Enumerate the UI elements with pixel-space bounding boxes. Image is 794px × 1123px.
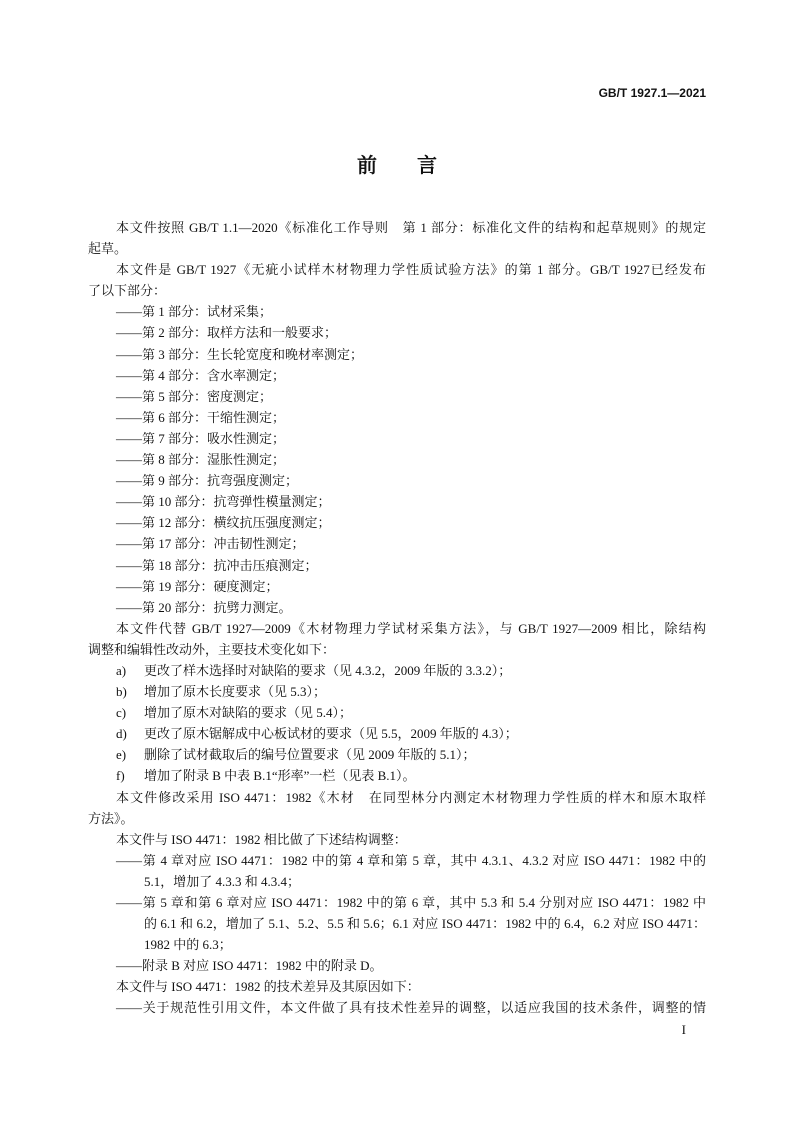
dash-list-item-line: ——第 2 部分：取样方法和一般要求； bbox=[116, 325, 338, 341]
dash-list-item-line: ——第 7 部分：吸水性测定； bbox=[116, 430, 286, 446]
dash-list-item-line: 的 6.1 和 6.2，增加了 5.1、5.2、5.5 和 5.6；6.1 对应 ISO 4471：1982 中的 6.4，6.2 对应 ISO 4471： bbox=[144, 916, 706, 932]
enum-list-item bbox=[88, 765, 706, 786]
enum-list-item-text: 增加了原木长度要求（见 5.3）； bbox=[144, 684, 327, 700]
enum-list-item-label: b) bbox=[116, 684, 127, 700]
dash-list-item-line: ——第 20 部分：抗劈力测定。 bbox=[116, 599, 292, 615]
enum-list-item bbox=[88, 744, 706, 765]
paragraph-line: 起草。 bbox=[88, 241, 128, 257]
dash-list-item-line: ——第 17 部分：冲击韧性测定； bbox=[116, 536, 305, 552]
dash-list-item-line: ——第 6 部分：干缩性测定； bbox=[116, 409, 286, 425]
dash-list-item-line: ——第 9 部分：抗弯强度测定； bbox=[116, 473, 299, 489]
paragraph-line: 方法》。 bbox=[88, 810, 134, 826]
dash-list-item-line: ——第 4 章对应 ISO 4471：1982 中的第 4 章和第 5 章，其中 4.3.1、4.3.2 对应 ISO 4471：1982 中的 bbox=[116, 852, 706, 868]
enum-list-item-text: 增加了附录 B 中表 B.1“形率”一栏（见表 B.1）。 bbox=[144, 768, 416, 784]
paragraph-line: 调整和编辑性改动外，主要技术变化如下： bbox=[88, 641, 336, 657]
dash-list-item-line: ——附录 B 对应 ISO 4471：1982 中的附录 D。 bbox=[116, 958, 383, 974]
dash-list-item-line: ——第 8 部分：湿胀性测定； bbox=[116, 452, 286, 468]
page-title: 前 言 bbox=[357, 153, 437, 177]
enum-list-item-label: a) bbox=[116, 662, 127, 678]
enum-list-item-text: 更改了样木选择时对缺陷的要求（见 4.3.2，2009 年版的 3.3.2）； bbox=[144, 662, 512, 678]
dash-list-item-line: ——第 4 部分：含水率测定； bbox=[116, 367, 286, 383]
dash-list-item-line: ——第 3 部分：生长轮宽度和晚材率测定； bbox=[116, 346, 364, 362]
enum-list-item-label: c) bbox=[116, 705, 127, 721]
dash-list-item-line: ——第 12 部分：横纹抗压强度测定； bbox=[116, 515, 331, 531]
dash-list-item-line: ——第 18 部分：抗冲击压痕测定； bbox=[116, 557, 318, 573]
dash-list-item-line: 5.1，增加了 4.3.3 和 4.3.4； bbox=[144, 873, 301, 889]
dash-list-item-line: ——关于规范性引用文件，本文件做了具有技术性差异的调整，以适应我国的技术条件，调整的情 bbox=[116, 1000, 706, 1016]
dash-list-item-line: ——第 10 部分：抗弯弹性模量测定； bbox=[116, 494, 331, 510]
enum-list-item-label: e) bbox=[116, 747, 127, 763]
dash-list-item-line: ——第 19 部分：硬度测定； bbox=[116, 578, 279, 594]
paragraph-line: 本文件修改采用 ISO 4471：1982《木材 在同型林分内测定木材物理力学性质的样木和原木取样 bbox=[116, 789, 706, 805]
document-body bbox=[88, 217, 706, 1019]
paragraph-line: 本文件与 ISO 4471：1982 相比做了下述结构调整： bbox=[116, 831, 407, 847]
enum-list-item-label: d) bbox=[116, 726, 127, 742]
dash-list-item-line: ——第 1 部分：试材采集； bbox=[116, 304, 273, 320]
dash-list-item-line: 1982 中的 6.3； bbox=[144, 937, 232, 953]
paragraph-line: 本文件按照 GB/T 1.1—2020《标准化工作导则 第 1 部分：标准化文件的结构和起草规则》的规定 bbox=[116, 220, 706, 235]
enum-list-item-text: 增加了原木对缺陷的要求（见 5.4）； bbox=[144, 705, 353, 721]
dash-list-item-line: ——第 5 章和第 6 章对应 ISO 4471：1982 中的第 6 章，其中 5.3 和 5.4 分别对应 ISO 4471：1982 中 bbox=[116, 895, 706, 910]
document-number: GB/T 1927.1—2021 bbox=[598, 86, 706, 100]
enum-list-item-label: f) bbox=[116, 768, 125, 784]
enum-list-item bbox=[88, 681, 706, 702]
enum-list-item bbox=[88, 723, 706, 744]
enum-list-item-text: 更改了原木锯解成中心板试材的要求（见 5.5，2009 年版的 4.3）； bbox=[144, 726, 518, 742]
paragraph-line: 了以下部分： bbox=[88, 283, 167, 299]
enum-list-item bbox=[88, 702, 706, 723]
enum-list-item bbox=[88, 660, 706, 681]
enum-list-item-text: 删除了试材截取后的编号位置要求（见 2009 年版的 5.1）； bbox=[144, 747, 476, 763]
page-number: I bbox=[681, 1022, 686, 1037]
paragraph-line: 本文件与 ISO 4471：1982 的技术差异及其原因如下： bbox=[116, 979, 420, 995]
paragraph-line: 本文件代替 GB/T 1927—2009《木材物理力学试材采集方法》，与 GB/T 1927—2009 相比，除结构 bbox=[116, 620, 706, 636]
dash-list-item-line: ——第 5 部分：密度测定； bbox=[116, 388, 273, 404]
paragraph-line: 本文件是 GB/T 1927《无疵小试样木材物理力学性质试验方法》的第 1 部分。GB/T 1927已经发布 bbox=[116, 262, 706, 278]
